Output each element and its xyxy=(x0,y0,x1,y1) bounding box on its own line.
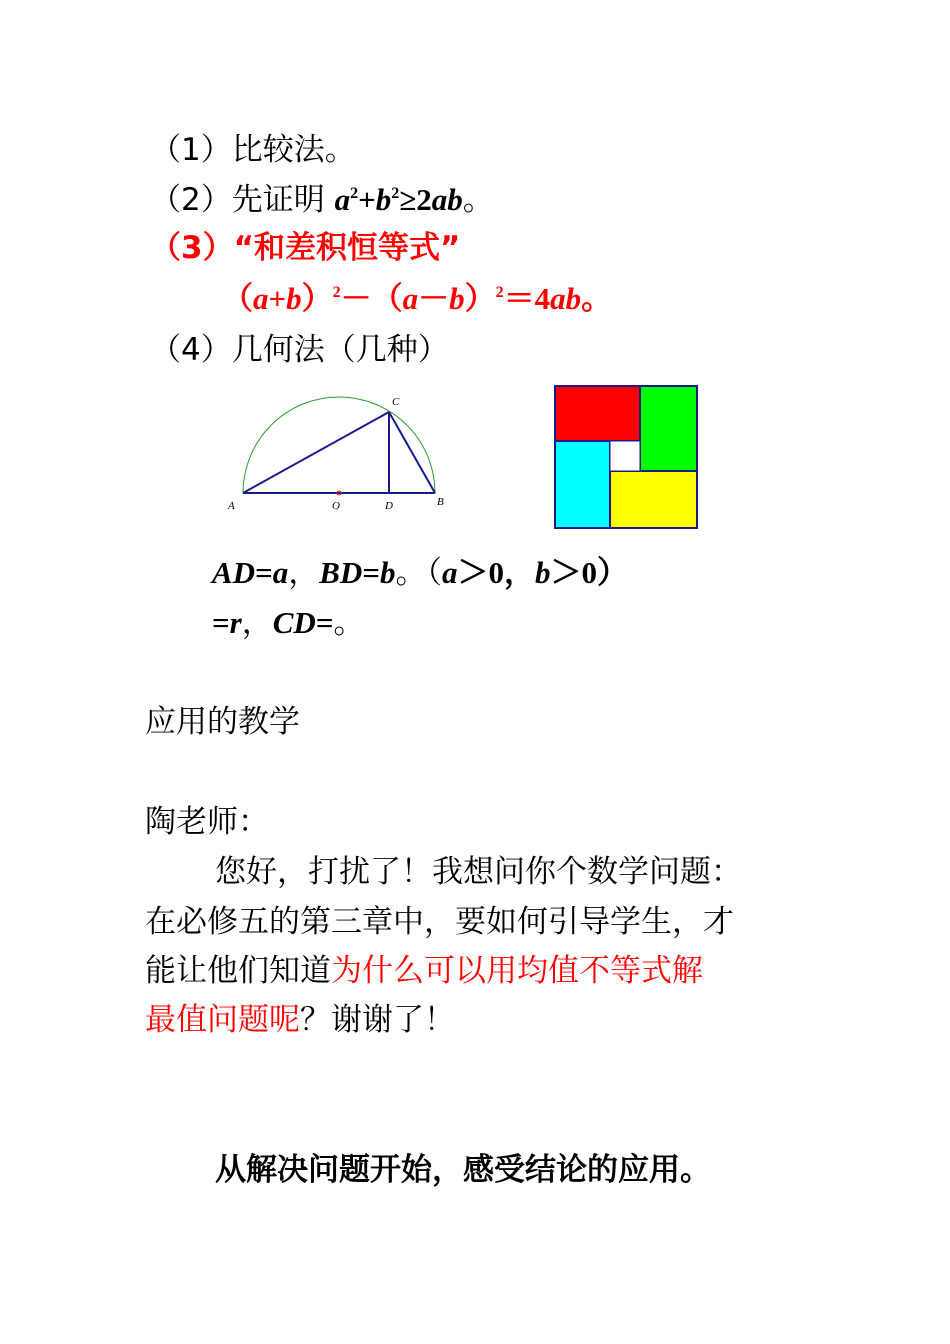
label-b: B xyxy=(437,496,444,508)
label-a: A xyxy=(228,500,235,512)
letter-line-3: 能让他们知道为什么可以用均值不等式解 xyxy=(145,953,703,989)
label-d: D xyxy=(385,500,393,512)
identity-formula: $(a+b)^2-(a-b)^2=4ab$。 xyxy=(222,281,613,317)
cyan-rect xyxy=(555,441,610,528)
squares-figure xyxy=(552,384,700,530)
definitions-line-2: =r，CD=。 xyxy=(212,605,365,641)
label-c: C xyxy=(392,396,400,408)
red-rect xyxy=(555,386,640,441)
method-3: （3）“和差积恒等式” xyxy=(150,230,461,266)
letter-line-2: 在必修五的第三章中，要如何引导学生，才 xyxy=(145,904,734,940)
method-1: （1）比较法。 xyxy=(150,132,356,168)
letter-salutation: 陶老师： xyxy=(145,804,269,840)
letter-line-4: 最值问题呢？谢谢了！ xyxy=(145,1002,455,1038)
center-square xyxy=(610,441,640,471)
definitions-line-1: AD=a，BD=b。（a＞0，b＞0） xyxy=(212,555,628,591)
semicircle-figure xyxy=(215,385,465,515)
green-rect xyxy=(640,386,697,471)
yellow-rect xyxy=(610,471,697,528)
letter-line-1: 您好，打扰了！我想问你个数学问题： xyxy=(215,854,742,890)
conclusion: 从解决问题开始，感受结论的应用。 xyxy=(215,1152,711,1188)
segment-ac xyxy=(243,412,389,493)
section-title: 应用的教学 xyxy=(145,704,300,740)
label-o: O xyxy=(332,500,340,512)
semicircle-arc xyxy=(243,397,435,493)
method-2: （2）先证明 $a^2+b^2\ge 2ab$。 xyxy=(150,182,494,218)
segment-cb xyxy=(389,412,435,493)
method-4: （4）几何法（几种） xyxy=(150,332,449,368)
